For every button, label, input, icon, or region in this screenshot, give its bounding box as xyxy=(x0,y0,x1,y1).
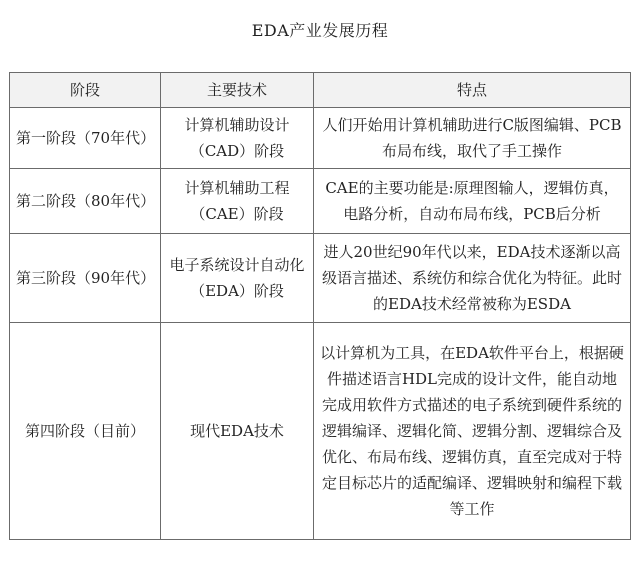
feature-cell: 人们开始用计算机辅助进行C版图编辑、PCB布局布线，取代了手工操作 xyxy=(314,108,631,169)
eda-history-table xyxy=(9,72,631,540)
stage-cell: 第二阶段（80年代） xyxy=(10,169,161,234)
tech-cell: 计算机辅助设计（CAD）阶段 xyxy=(161,108,314,169)
tech-cell: 现代EDA技术 xyxy=(161,323,314,540)
feature-cell: 以计算机为工具，在EDA软件平台上，根据硬件描述语言HDL完成的设计文件，能自动地完成用软件方式描述的电子系统到硬件系统的逻辑编译、逻辑化简、逻辑分割、逻辑综合及优化、布局布线、逻辑仿真，直至完成对于特定目标芯片的适配编译、逻辑映射和编程下载等工作 xyxy=(314,323,631,540)
table-row xyxy=(10,169,631,234)
stage-cell: 第四阶段（目前） xyxy=(10,323,161,540)
header-stage: 阶段 xyxy=(10,73,161,108)
stage-cell: 第一阶段（70年代） xyxy=(10,108,161,169)
document-title: EDA产业发展历程 xyxy=(251,21,389,40)
tech-cell: 计算机辅助工程（CAE）阶段 xyxy=(161,169,314,234)
feature-cell: CAE的主要功能是:原理图输人，逻辑仿真，电路分析，自动布局布线，PCB后分析 xyxy=(314,169,631,234)
stage-cell: 第三阶段（90年代） xyxy=(10,234,161,323)
header-feature: 特点 xyxy=(314,73,631,108)
table-row xyxy=(10,323,631,540)
table-row xyxy=(10,234,631,323)
tech-cell: 电子系统设计自动化（EDA）阶段 xyxy=(161,234,314,323)
table-row xyxy=(10,108,631,169)
table-header-row xyxy=(10,73,631,108)
header-tech: 主要技术 xyxy=(161,73,314,108)
feature-cell: 进人20世纪90年代以来，EDA技术逐渐以高级语言描述、系统仿和综合优化为特征。此时的EDA技术经常被称为ESDA xyxy=(314,234,631,323)
